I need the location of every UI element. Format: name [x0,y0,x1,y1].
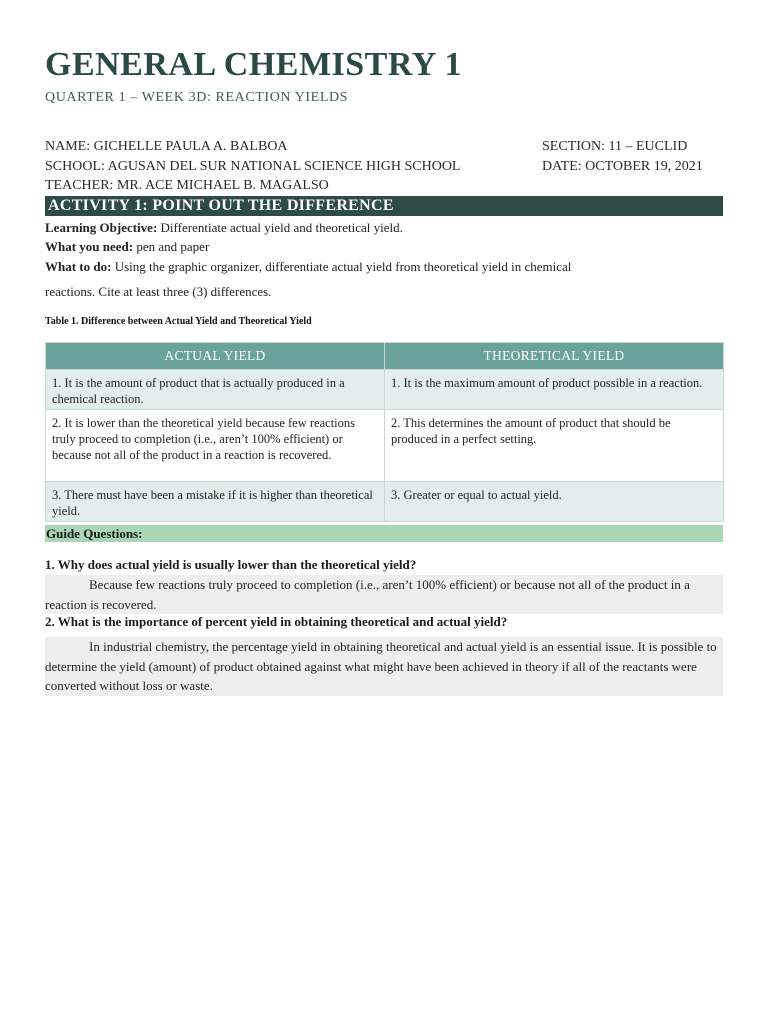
student-section: SECTION: 11 – EUCLID [542,139,688,154]
table-cell: 2. It is lower than the theoretical yield because few reactions truly proceed to completion (i.e., aren’t 100% efficient) or because not all of the product in a reaction is recovered. [46,410,385,482]
need-label: What you need: [45,239,134,254]
what-to-do [45,259,571,275]
question-2: 2. What is the importance of percent yield in obtaining theoretical and actual yield? [45,614,508,629]
submission-date: DATE: OCTOBER 19, 2021 [542,159,703,174]
guide-questions-bar: Guide Questions: [45,525,723,542]
table-row [46,370,724,410]
table-row [46,482,724,522]
what-to-do-continued: reactions. Cite at least three (3) differences. [45,284,272,299]
student-name: NAME: GICHELLE PAULA A. BALBOA [45,139,288,154]
activity-title-bar: ACTIVITY 1: POINT OUT THE DIFFERENCE [45,196,723,216]
table-cell: 3. Greater or equal to actual yield. [385,482,724,522]
learning-objective [45,220,403,236]
todo-text: Using the graphic organizer, differentiate actual yield from theoretical yield in chemical [111,259,572,274]
objective-text: Differentiate actual yield and theoretical yield. [157,220,403,235]
answer-1 [45,575,723,614]
table-cell: 1. It is the amount of product that is actually produced in a chemical reaction. [46,370,385,410]
header-theoretical-yield: THEORETICAL YIELD [385,343,724,370]
answer-2 [45,637,723,696]
answer-2-text: In industrial chemistry, the percentage yield in obtaining theoretical and actual yield is an essential issue. It is possible to determine the yield (amount) of product obtained against what might have been achieved in theory if all of the reactants were converted without loss or waste. [45,639,717,693]
table-cell: 2. This determines the amount of product that should be produced in a perfect setting. [385,410,724,482]
objective-label: Learning Objective: [45,220,158,235]
table-cell: 1. It is the maximum amount of product possible in a reaction. [385,370,724,410]
document-subtitle: QUARTER 1 – WEEK 3D: REACTION YIELDS [45,90,349,105]
what-you-need [45,239,209,255]
answer-1-text: Because few reactions truly proceed to completion (i.e., aren’t 100% efficient) or because not all of the product in a reaction is recovered. [45,577,690,612]
header-actual-yield: ACTUAL YIELD [46,343,385,370]
school-name: SCHOOL: AGUSAN DEL SUR NATIONAL SCIENCE HIGH SCHOOL [45,159,461,174]
table-cell: 3. There must have been a mistake if it is higher than theoretical yield. [46,482,385,522]
need-text: pen and paper [133,239,210,254]
todo-label: What to do: [45,259,112,274]
teacher-name: TEACHER: MR. ACE MICHAEL B. MAGALSO [45,178,329,193]
table-caption: Table 1. Difference between Actual Yield and Theoretical Yield [45,316,312,327]
document-title: GENERAL CHEMISTRY 1 [45,46,463,83]
difference-table [45,342,724,522]
question-1: 1. Why does actual yield is usually lower than the theoretical yield? [45,557,417,572]
table-row [46,410,724,482]
table-header-row [46,343,724,370]
